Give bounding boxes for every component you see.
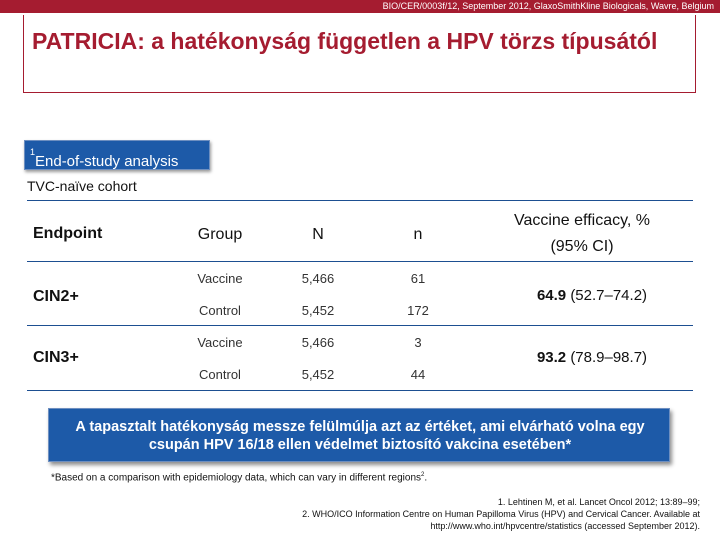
header-n-total: N bbox=[312, 226, 324, 243]
header-n-cases: n bbox=[413, 226, 423, 243]
reference-3: http://www.who.int/hpvcentre/statistics (accessed September 2012). bbox=[430, 521, 700, 531]
footnote bbox=[51, 472, 427, 483]
efficacy-ci: (52.7–74.2) bbox=[570, 287, 648, 304]
table-cell-group: Vaccine bbox=[197, 335, 243, 350]
efficacy-cin2 bbox=[472, 287, 712, 304]
table-cell-n-cases: 44 bbox=[410, 367, 426, 382]
footnote-sup: 2 bbox=[421, 472, 425, 478]
table-cell-group: Control bbox=[199, 303, 241, 318]
header-endpoint: Endpoint bbox=[33, 225, 103, 242]
header-efficacy-line1: Vaccine efficacy, % bbox=[513, 212, 651, 229]
reference-1: 1. Lehtinen M, et al. Lancet Oncol 2012; 13:89–99; bbox=[497, 497, 700, 507]
efficacy-value: 93.2 bbox=[536, 349, 567, 366]
callout-text: A tapasztalt hatékonyság messze felülmúlja azt az értéket, ami elvárható volna egy csupán HPV 16/18 ellen védelmet biztosító vakcina esetében* bbox=[75, 419, 645, 453]
table-top-rule bbox=[27, 200, 693, 201]
efficacy-ci: (78.9–98.7) bbox=[570, 349, 648, 366]
analysis-label-text: End-of-study analysis bbox=[35, 153, 179, 170]
table-bottom-rule bbox=[27, 390, 693, 391]
table-cell-group: Control bbox=[199, 367, 241, 382]
analysis-label-box bbox=[24, 140, 210, 170]
table-cell-n-cases: 172 bbox=[407, 303, 429, 318]
slide-title: PATRICIA: a hatékonyság független a HPV törzs típusától bbox=[32, 28, 658, 54]
endpoint-cin3: CIN3+ bbox=[33, 349, 79, 366]
efficacy-value: 64.9 bbox=[536, 287, 567, 304]
footnote-text: *Based on a comparison with epidemiology data, which can vary in different regions bbox=[51, 472, 422, 484]
table-cell-n-cases: 61 bbox=[410, 271, 426, 286]
analysis-label-sup: 1 bbox=[30, 147, 36, 157]
footnote-end: . bbox=[424, 472, 428, 484]
reference-2: 2. WHO/ICO Information Centre on Human Papilloma Virus (HPV) and Cervical Cancer. Available at bbox=[302, 509, 700, 519]
conclusion-callout bbox=[48, 408, 670, 462]
table-cell-n-total: 5,452 bbox=[301, 303, 335, 318]
table-cell-n-cases: 3 bbox=[414, 335, 422, 350]
efficacy-cin3 bbox=[472, 349, 712, 366]
table-cell-n-total: 5,466 bbox=[301, 271, 335, 286]
analysis-label bbox=[30, 147, 179, 170]
table-cell-n-total: 5,466 bbox=[301, 335, 335, 350]
source-line: BIO/CER/0003f/12, September 2012, GlaxoSmithKline Biologicals, Wavre, Belgium bbox=[382, 1, 714, 11]
cohort-label: TVC-naïve cohort bbox=[27, 178, 137, 194]
endpoint-cin2: CIN2+ bbox=[33, 288, 79, 305]
table-header-rule bbox=[27, 261, 693, 262]
header-group: Group bbox=[197, 226, 243, 243]
table-cell-group: Vaccine bbox=[197, 271, 243, 286]
references bbox=[230, 496, 700, 532]
title-box bbox=[23, 15, 696, 93]
table-row-divider bbox=[27, 325, 693, 326]
header-efficacy-line2: (95% CI) bbox=[550, 238, 614, 255]
table-cell-n-total: 5,452 bbox=[301, 367, 335, 382]
header-bar bbox=[0, 0, 720, 13]
